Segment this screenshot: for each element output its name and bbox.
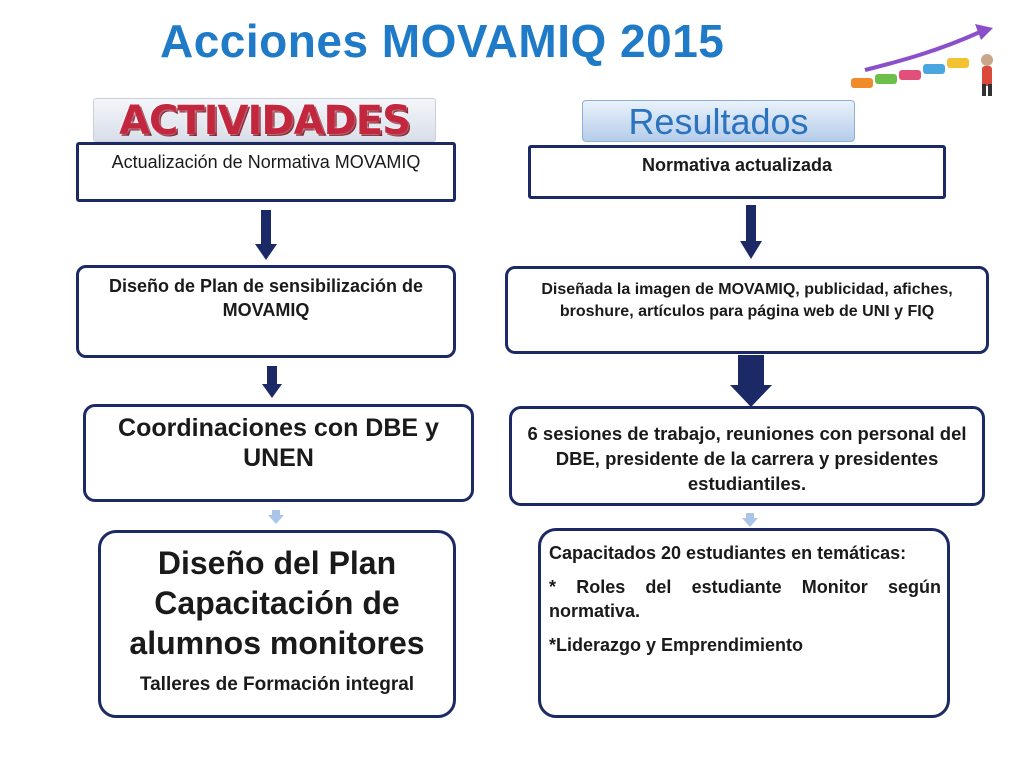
actividad-title: Diseño del Plan Capacitación de alumnos monitores	[129, 545, 425, 661]
resultado-box-sesiones	[509, 406, 985, 506]
actividad-subtitle: Talleres de Formación integral	[139, 674, 415, 695]
actividad-box-coordinaciones	[83, 404, 474, 502]
resultados-label: Resultados	[582, 100, 855, 142]
actividad-text: Actualización de Normativa MOVAMIQ	[111, 152, 421, 172]
actividad-text: Diseño de Plan de sensibilización de MOVAMIQ	[108, 276, 424, 320]
down-arrow-icon	[730, 355, 772, 407]
resultado-box-normativa	[528, 145, 946, 199]
actividades-label: ACTIVIDADES	[93, 98, 436, 142]
resultado-line: Capacitados 20 estudiantes en temáticas:	[549, 543, 907, 563]
actividad-box-capacitacion	[98, 530, 456, 718]
actividad-box-sensibilizacion	[76, 265, 456, 358]
actividad-box-normativa	[76, 142, 456, 202]
down-arrow-icon	[262, 366, 282, 398]
resultado-text: Diseñada la imagen de MOVAMIQ, publicidad, afiches, broshure, artículos para página web de UNI y FIQ	[541, 281, 953, 320]
resultado-line: * Roles del estudiante Monitor según normativa.	[549, 577, 941, 621]
resultado-text: 6 sesiones de trabajo, reuniones con personal del DBE, presidente de la carrera y presidentes estudiantiles.	[527, 423, 967, 494]
resultado-box-imagen	[505, 266, 989, 354]
down-arrow-icon	[268, 510, 284, 524]
resultado-box-capacitados	[538, 528, 950, 718]
down-arrow-icon	[255, 210, 277, 260]
resultado-line: *Liderazgo y Emprendimiento	[549, 635, 804, 655]
growth-stairs-graphic	[845, 20, 1005, 100]
resultado-text: Normativa actualizada	[641, 155, 833, 175]
down-arrow-icon	[742, 513, 758, 527]
page-title: Acciones MOVAMIQ 2015	[160, 15, 725, 67]
down-arrow-icon	[740, 205, 762, 259]
actividad-text: Coordinaciones con DBE y UNEN	[118, 414, 439, 472]
